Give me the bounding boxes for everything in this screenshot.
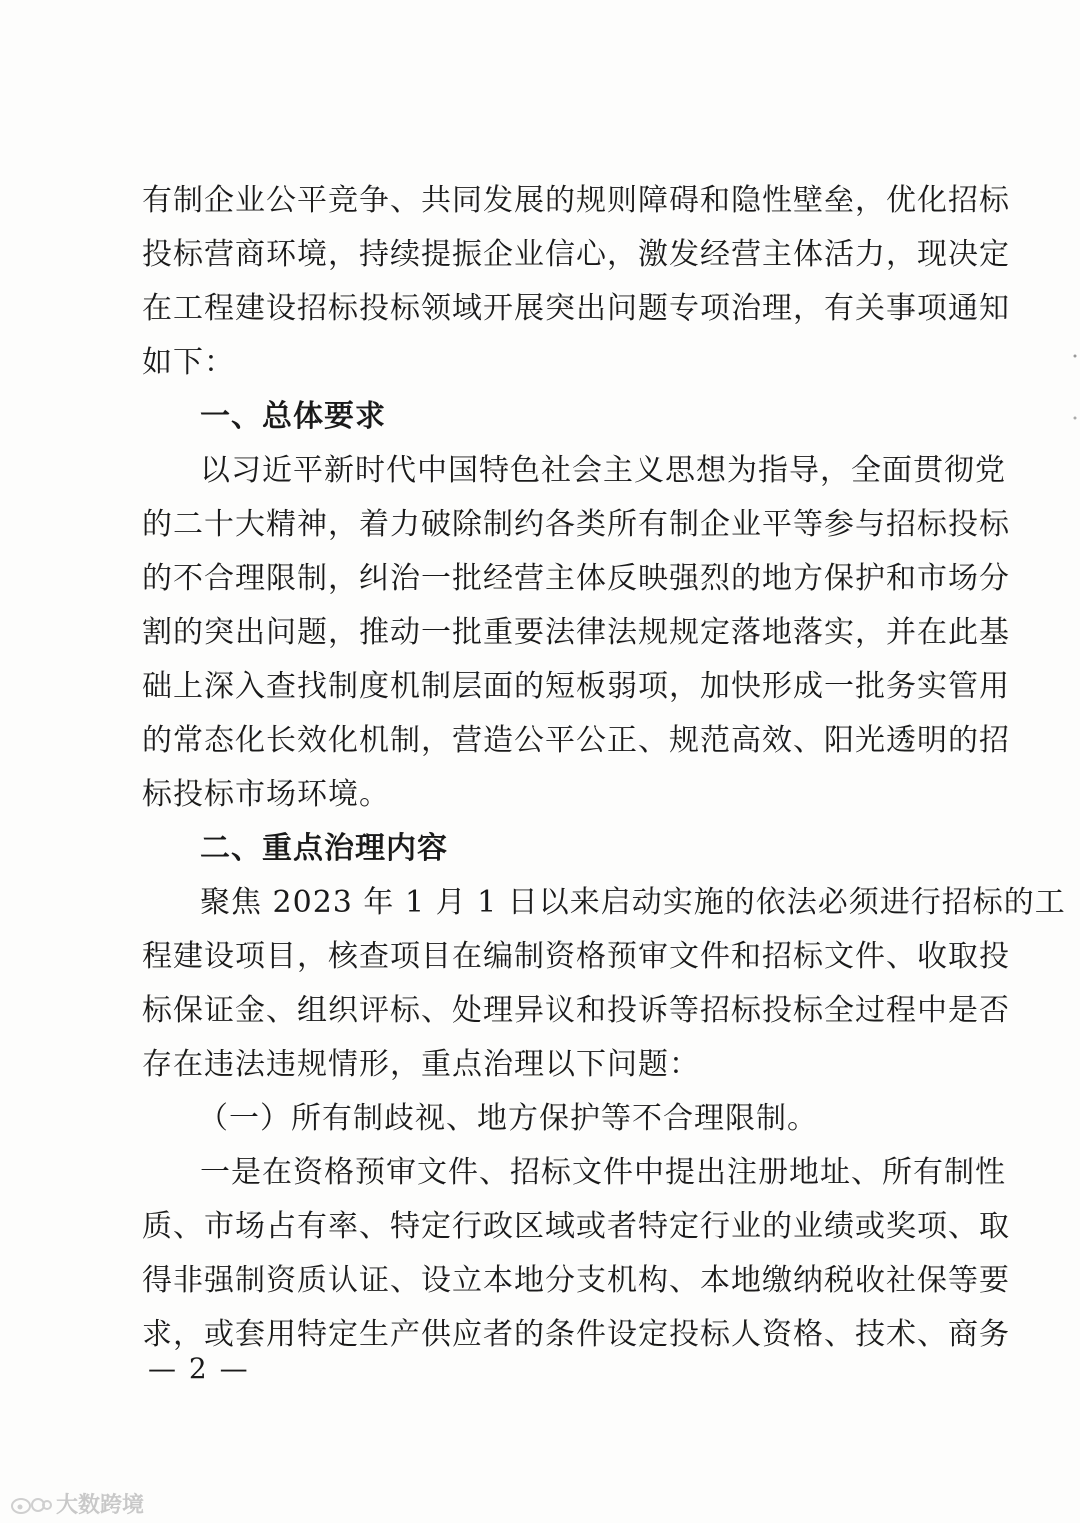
body-line: 求，或套用特定生产供应者的条件设定投标人资格、技术、商务	[142, 1317, 1010, 1352]
section-heading: 二、重点治理内容	[200, 831, 448, 866]
watermark	[10, 1488, 144, 1519]
subsection-heading: （一）所有制歧视、地方保护等不合理限制。	[198, 1101, 818, 1136]
body-line: 如下：	[142, 345, 235, 380]
body-line: 割的突出问题，推动一批重要法律法规规定落地落实，并在此基	[142, 615, 1010, 650]
section-heading: 一、总体要求	[200, 399, 386, 434]
body-line: 在工程建设招标投标领域开展突出问题专项治理，有关事项通知	[142, 291, 1010, 326]
scan-edge-marks	[1072, 350, 1078, 430]
body-line: 一是在资格预审文件、招标文件中提出注册地址、所有制性	[200, 1155, 1006, 1190]
page-number: — 2 —	[148, 1352, 250, 1385]
body-line: 的常态化长效化机制，营造公平公正、规范高效、阳光透明的招	[142, 723, 1010, 758]
weibo-logo-icon	[10, 1493, 52, 1515]
body-line: 标保证金、组织评标、处理异议和投诉等招标投标全过程中是否	[142, 993, 1010, 1028]
watermark-text: 大数跨境	[56, 1493, 145, 1518]
body-line: 存在违法违规情形，重点治理以下问题：	[142, 1047, 700, 1082]
body-line: 得非强制资质认证、设立本地分支机构、本地缴纳税收社保等要	[142, 1263, 1010, 1298]
body-line: 有制企业公平竞争、共同发展的规则障碍和隐性壁垒，优化招标	[142, 183, 1010, 218]
body-line: 础上深入查找制度机制层面的短板弱项，加快形成一批务实管用	[142, 669, 1010, 704]
body-line: 的不合理限制，纠治一批经营主体反映强烈的地方保护和市场分	[142, 561, 1010, 596]
body-line: 投标营商环境，持续提振企业信心，激发经营主体活力，现决定	[142, 237, 1010, 272]
body-line: 质、市场占有率、特定行政区域或者特定行业的业绩或奖项、取	[142, 1209, 1010, 1244]
body-line: 程建设项目，核查项目在编制资格预审文件和招标文件、收取投	[142, 939, 1010, 974]
body-line: 的二十大精神，着力破除制约各类所有制企业平等参与招标投标	[142, 507, 1010, 542]
body-line: 聚焦 2023 年 1 月 1 日以来启动实施的依法必须进行招标的工	[200, 885, 1066, 920]
body-line: 标投标市场环境。	[142, 777, 390, 812]
body-line: 以习近平新时代中国特色社会主义思想为指导，全面贯彻党	[200, 453, 1006, 488]
